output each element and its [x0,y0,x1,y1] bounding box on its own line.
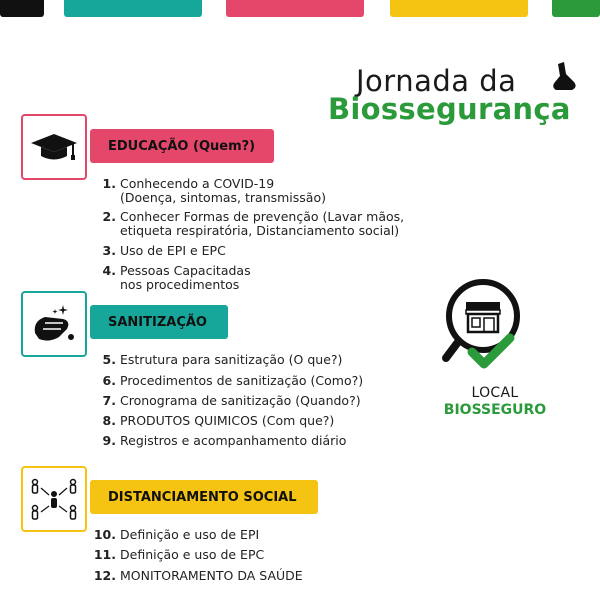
item-text: Cronograma de sanitização (Quando?) [120,393,361,408]
social-distancing-icon [23,468,85,530]
item-text: Conhecer Formas de prevenção (Lavar mãos, [120,209,405,224]
item-text: Procedimentos de sanitização (Como?) [120,373,364,388]
top-bar-yellow [390,0,528,17]
section-pill-distancing [90,480,318,514]
top-bar-green [552,0,600,17]
item-text: Uso de EPI e EPC [120,243,226,258]
item-text-2: etiqueta respiratória, Distanciamento social) [120,223,400,238]
item-text: Conhecendo a COVID-19 [120,176,275,191]
item-number: 8. [102,413,116,428]
item-text-2: (Doença, sintomas, transmissão) [120,190,326,205]
item-number: 10. [93,527,116,542]
item-number: 4. [102,263,116,278]
section-pill-education [90,129,274,163]
item-text: PRODUTOS QUIMICOS (Com que?) [120,413,335,428]
distancing-icon-box [21,466,87,532]
sanitization-icon-box [21,291,87,357]
item-number: 11. [93,547,116,562]
title-line-1: Jornada da [356,64,517,98]
item-text: Pessoas Capacitadas [120,263,251,278]
top-bar-pink [226,0,364,17]
item-number: 6. [102,373,116,388]
item-number: 2. [102,209,116,224]
top-bar-black [0,0,44,17]
store-search-check-icon [438,272,528,378]
item-text: MONITORAMENTO DA SAÚDE [120,568,303,583]
item-text: Estrutura para sanitização (O que?) [120,352,343,367]
top-bar-teal [64,0,202,17]
graduation-cap-icon [23,116,85,178]
section-pill-sanitization [90,305,228,339]
item-number: 5. [102,352,116,367]
badge-line-1: LOCAL [471,385,519,401]
section-label-sanitization: SANITIZAÇÃO [108,314,207,330]
item-number: 12. [93,568,116,583]
item-number: 9. [102,433,116,448]
item-text: Definição e uso de EPC [120,547,265,562]
section-label-distancing: DISTANCIAMENTO SOCIAL [108,489,297,505]
item-number: 3. [102,243,116,258]
item-text: Registros e acompanhamento diário [120,433,347,448]
cleaning-hand-icon [23,293,85,355]
item-text: Definição e uso de EPI [120,527,260,542]
education-icon-box [21,114,87,180]
map-pin-icon [550,60,580,96]
item-number: 7. [102,393,116,408]
item-text-2: nos procedimentos [120,277,240,292]
badge-line-2: BIOSSEGURO [443,402,547,418]
item-number: 1. [102,176,116,191]
title-line-2: Biossegurança [328,92,571,126]
section-label-education: EDUCAÇÃO (Quem?) [108,138,256,154]
